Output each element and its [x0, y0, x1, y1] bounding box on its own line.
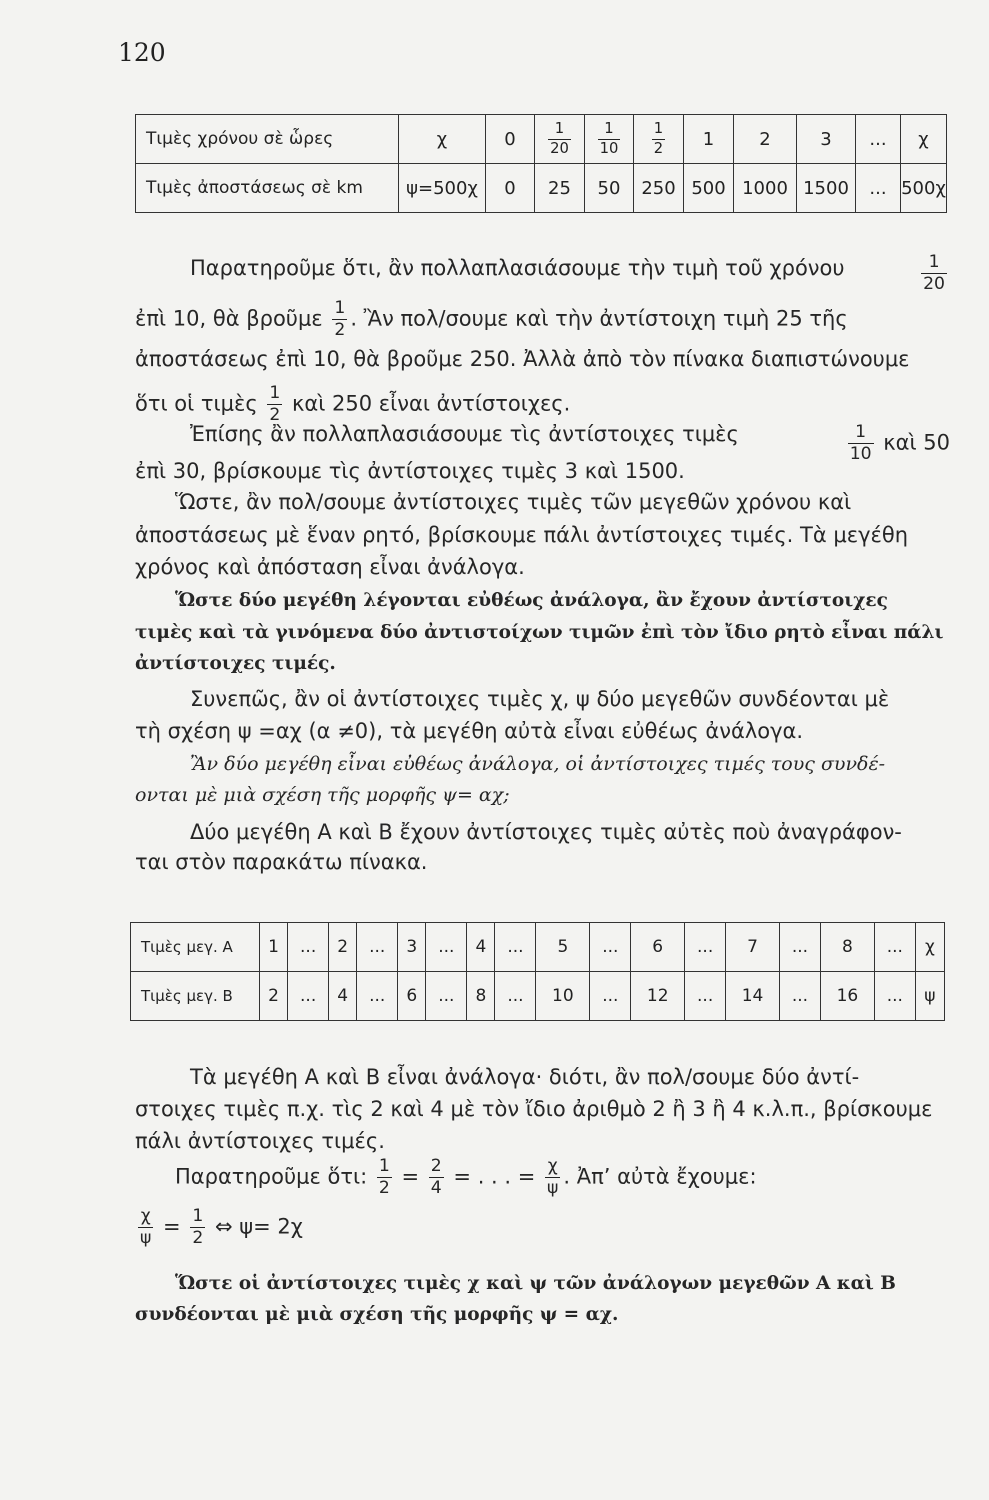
table-cell: ... [357, 972, 398, 1021]
conclusion-line: συνδέονται μὲ μιὰ σχέση τῆς μορφῆς ψ = αχ. [135, 1304, 619, 1325]
definition-line: ἀντίστοιχες τιμές. [135, 653, 336, 674]
text: ἐπὶ 10, θὰ βροῦμε [135, 306, 323, 331]
text: . Ἂν πολ/σουμε καὶ τὴν ἀντίστοιχη τιμὴ 25 τῆς [350, 306, 848, 331]
paragraph-line: ἀποστάσεως ἐπὶ 10, θὰ βροῦμε 250. Ἀλλὰ ἀπὸ τὸν πίνακα διαπιστώνουμε [135, 347, 910, 371]
table-cell: ... [426, 972, 467, 1021]
fraction: $\frac{1}{2}$ [334, 298, 346, 341]
paragraph-line: Ὥστε, ἂν πολ/σουμε ἀντίστοιχες τιμὲς τῶν μεγεθῶν χρόνου καὶ [175, 490, 852, 514]
fraction: $\frac{1}{20}$ [923, 252, 945, 295]
question-line: ονται μὲ μιὰ σχέση τῆς μορφῆς ψ= αχ; [135, 784, 510, 806]
paragraph-line [190, 424, 950, 463]
table-cell: ... [780, 972, 821, 1021]
table-cell: χ [901, 115, 947, 164]
table-cell: 16 [820, 972, 874, 1021]
equation-line [135, 1208, 950, 1247]
table-cell: ... [856, 115, 901, 164]
text: . Ἀπ’ αὐτὰ ἔχουμε: [563, 1164, 757, 1189]
text: Παρατηροῦμε ὅτι: [175, 1164, 368, 1189]
table-cell: ... [357, 923, 398, 972]
paragraph-line: ἀποστάσεως μὲ ἕναν ρητό, βρίσκουμε πάλι ἀντίστοιχες τιμές. Τὰ μεγέθη [135, 523, 909, 547]
paragraph-line: χρόνος καὶ ἀπόσταση εἶναι ἀνάλογα. [135, 555, 525, 579]
text: Παρατηροῦμε ὅτι, ἂν πολλαπλασιάσουμε τὴν τιμὴ τοῦ χρόνου [190, 256, 845, 280]
time-distance-table [135, 114, 947, 213]
table-cell: 10 [536, 972, 590, 1021]
paragraph-line [135, 385, 950, 424]
table-cell: ... [685, 923, 726, 972]
paragraph-line: ἐπὶ 30, βρίσκουμε τὶς ἀντίστοιχες τιμὲς 3 καὶ 1500. [135, 459, 685, 483]
table-cell: ... [590, 923, 631, 972]
table-cell: ... [874, 923, 915, 972]
table-cell: ... [426, 923, 467, 972]
table-cell: Τιμὲς μεγ. Α [131, 923, 260, 972]
table-cell: $\frac{1}{2}$ [634, 115, 684, 164]
text: καὶ 250 εἶναι ἀντίστοιχες. [292, 391, 571, 416]
paragraph-line: στοιχες τιμὲς π.χ. τὶς 2 καὶ 4 μὲ τὸν ἴδιο ἀριθμὸ 2 ἢ 3 ἢ 4 κ.λ.π., βρίσκουμε [135, 1097, 933, 1121]
fraction: $\frac{1}{2}$ [269, 383, 281, 426]
page-number: 120 [118, 38, 166, 67]
table-cell: 25 [535, 164, 585, 213]
table-cell: 6 [631, 923, 685, 972]
table-cell: 4 [329, 972, 357, 1021]
table-cell: ... [288, 923, 329, 972]
fraction: $\frac{1}{2}$ [192, 1206, 204, 1249]
paragraph-line: τὴ σχέση ψ =αχ (α ≠0), τὰ μεγέθη αὐτὰ εἶναι εὐθέως ἀνάλογα. [135, 719, 804, 743]
table-cell: 250 [634, 164, 684, 213]
table-cell: 2 [734, 115, 797, 164]
text: ⇔ ψ= 2χ [214, 1214, 303, 1239]
table-row [131, 972, 945, 1021]
definition-line: τιμὲς καὶ τὰ γινόμενα δύο ἀντιστοίχων τιμῶν ἐπὶ τὸν ἴδιο ρητὸ εἶναι πάλι [135, 622, 944, 643]
text: ὅτι οἱ τιμὲς [135, 391, 258, 416]
table-cell: 4 [467, 923, 495, 972]
paragraph-line [135, 300, 950, 339]
paragraph-line: Δύο μεγέθη Α καὶ Β ἔχουν ἀντίστοιχες τιμὲς αὐτὲς ποὺ ἀναγράφον- [190, 820, 902, 844]
table-cell: ... [874, 972, 915, 1021]
text: $\frac{1}{10}$ καὶ 50 [849, 422, 950, 465]
fraction: $\frac{\chi}{\psi}$ [547, 1156, 559, 1199]
table-cell: Τιμὲς μεγ. Β [131, 972, 260, 1021]
table-cell: ... [856, 164, 901, 213]
table-cell: 12 [631, 972, 685, 1021]
table-cell: 1 [260, 923, 288, 972]
table-cell: $\frac{1}{10}$ [585, 115, 634, 164]
table-row [136, 115, 947, 164]
text: Ἐπίσης ἂν πολλαπλασιάσουμε τὶς ἀντίστοιχες τιμὲς [190, 422, 739, 446]
paragraph-line: Τὰ μεγέθη Α καὶ Β εἶναι ἀνάλογα· διότι, ἂν πολ/σουμε δύο ἀντί- [190, 1065, 860, 1089]
question-line: Ἂν δύο μεγέθη εἶναι εὐθέως ἀνάλογα, οἱ ἀντίστοιχες τιμές τους συνδέ- [190, 753, 886, 775]
table-cell: Τιμὲς χρόνου σὲ ὧρες [136, 115, 399, 164]
table-cell: ... [288, 972, 329, 1021]
magnitudes-table [130, 922, 945, 1021]
table-cell: ... [495, 972, 536, 1021]
table-cell: ψ=500χ [399, 164, 486, 213]
table-cell: $\frac{1}{20}$ [535, 115, 585, 164]
table-cell: 500χ [901, 164, 947, 213]
table-cell: 3 [398, 923, 426, 972]
paragraph-line: Συνεπῶς, ἂν οἱ ἀντίστοιχες τιμὲς χ, ψ δύο μεγεθῶν συνδέονται μὲ [190, 687, 890, 711]
paragraph-line [190, 252, 950, 295]
table-cell: 3 [797, 115, 856, 164]
table-cell: ... [495, 923, 536, 972]
equation-line [175, 1158, 950, 1197]
table-cell: 6 [398, 972, 426, 1021]
table-cell: 1 [684, 115, 734, 164]
table-row [131, 923, 945, 972]
table-cell: 0 [486, 164, 535, 213]
table-cell: ... [780, 923, 821, 972]
table-cell: 500 [684, 164, 734, 213]
table-row [136, 164, 947, 213]
table-cell: ψ [915, 972, 944, 1021]
table-cell: 2 [329, 923, 357, 972]
table-cell: 8 [467, 972, 495, 1021]
table-cell: 7 [726, 923, 780, 972]
definition-line: Ὥστε δύο μεγέθη λέγονται εὐθέως ἀνάλογα, ἂν ἔχουν ἀντίστοιχες [175, 590, 888, 611]
table-cell: ... [590, 972, 631, 1021]
table-cell: Τιμὲς ἀποστάσεως σὲ km [136, 164, 399, 213]
fraction: $\frac{1}{2}$ [378, 1156, 390, 1199]
fraction: $\frac{\chi}{\psi}$ [140, 1206, 152, 1249]
text: = . . . = [453, 1164, 536, 1189]
table-cell: 0 [486, 115, 535, 164]
table-cell: 8 [820, 923, 874, 972]
conclusion-line: Ὥστε οἱ ἀντίστοιχες τιμὲς χ καὶ ψ τῶν ἀνάλογων μεγεθῶν Α καὶ Β [175, 1273, 896, 1294]
table-cell: 1500 [797, 164, 856, 213]
fraction: $\frac{1}{10}$ [849, 422, 872, 465]
fraction: $\frac{2}{4}$ [430, 1156, 442, 1199]
table-cell: 5 [536, 923, 590, 972]
table-cell: 1000 [734, 164, 797, 213]
table-cell: ... [685, 972, 726, 1021]
table-cell: 2 [260, 972, 288, 1021]
table-cell: 50 [585, 164, 634, 213]
text: = [401, 1164, 420, 1189]
paragraph-line: ται στὸν παρακάτω πίνακα. [135, 850, 428, 874]
text: = [163, 1214, 181, 1239]
table-cell: χ [399, 115, 486, 164]
table-cell: 14 [726, 972, 780, 1021]
paragraph-line: πάλι ἀντίστοιχες τιμές. [135, 1129, 385, 1153]
table-cell: χ [915, 923, 944, 972]
